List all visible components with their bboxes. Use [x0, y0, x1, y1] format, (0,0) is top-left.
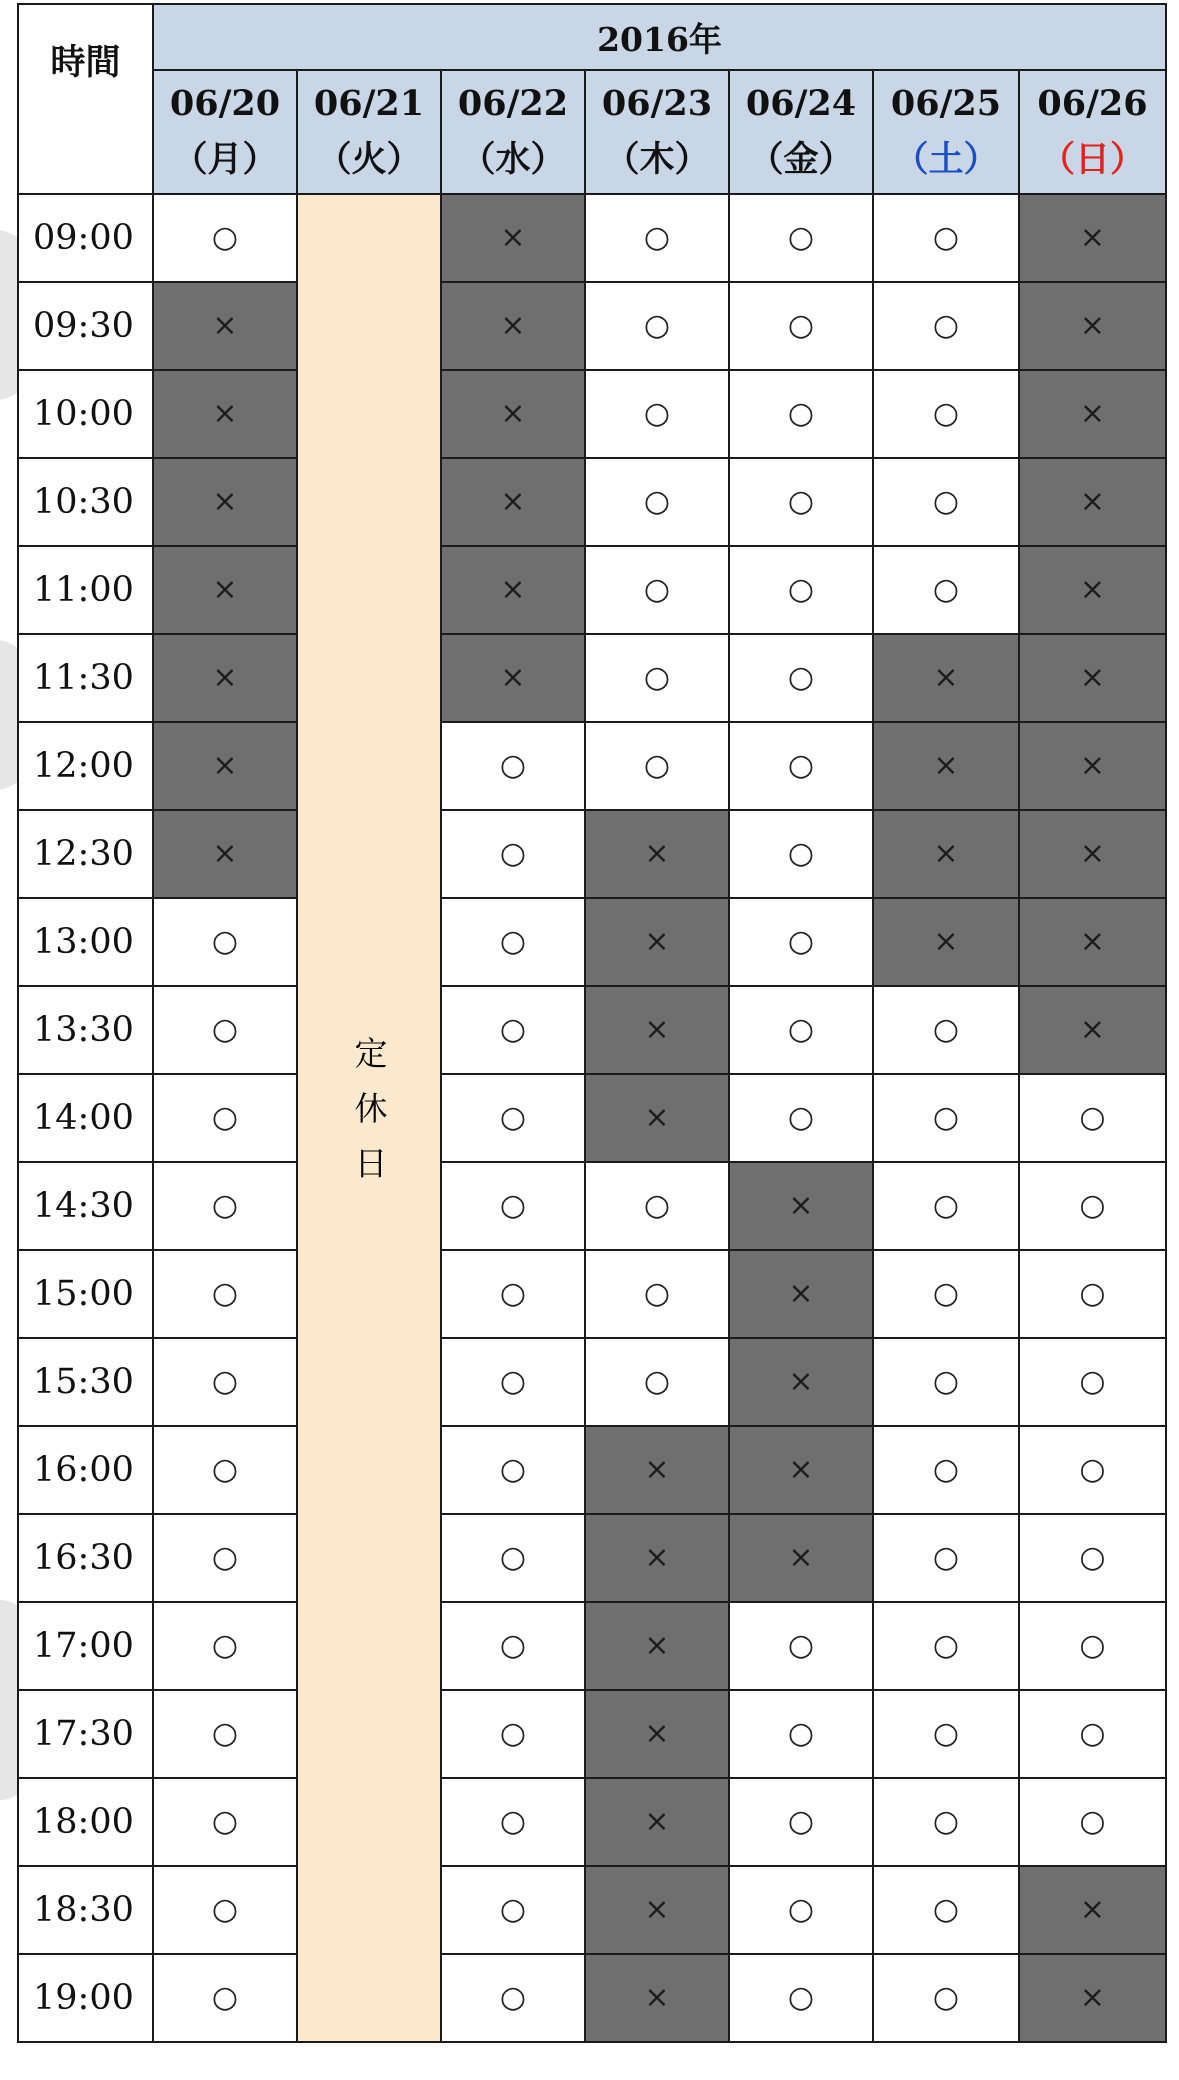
slot-unavailable: ×	[1019, 282, 1166, 370]
table-row	[18, 986, 1166, 1074]
slot-unavailable: ×	[585, 986, 729, 1074]
slot-available[interactable]: ○	[441, 1514, 585, 1602]
table-row	[18, 634, 1166, 722]
slot-unavailable: ×	[585, 1074, 729, 1162]
slot-available[interactable]: ○	[873, 194, 1019, 282]
time-slot-label: 19:00	[18, 1954, 153, 2042]
slot-available[interactable]: ○	[441, 1162, 585, 1250]
time-slot-label: 11:30	[18, 634, 153, 722]
slot-available[interactable]: ○	[441, 1954, 585, 2042]
slot-available[interactable]: ○	[873, 1514, 1019, 1602]
slot-unavailable: ×	[585, 810, 729, 898]
table-row	[18, 1074, 1166, 1162]
slot-unavailable: ×	[153, 810, 297, 898]
slot-available[interactable]: ○	[441, 1602, 585, 1690]
date-header-06-26	[1019, 70, 1166, 194]
slot-unavailable: ×	[585, 1954, 729, 2042]
slot-available[interactable]: ○	[729, 1690, 873, 1778]
slot-available[interactable]: ○	[1019, 1338, 1166, 1426]
time-column-header: 時間	[18, 4, 153, 194]
slot-unavailable: ×	[1019, 194, 1166, 282]
slot-available[interactable]: ○	[729, 1074, 873, 1162]
slot-available[interactable]: ○	[729, 370, 873, 458]
date-label: 06/20	[169, 83, 281, 124]
date-label: 06/21	[313, 83, 425, 124]
date-header-06-25	[873, 70, 1019, 194]
weekday-label: （水）	[460, 139, 566, 180]
slot-available[interactable]: ○	[585, 546, 729, 634]
slot-available[interactable]: ○	[441, 1690, 585, 1778]
slot-available[interactable]: ○	[873, 282, 1019, 370]
slot-available[interactable]: ○	[585, 634, 729, 722]
slot-unavailable: ×	[729, 1426, 873, 1514]
time-slot-label: 10:00	[18, 370, 153, 458]
slot-unavailable: ×	[585, 1514, 729, 1602]
slot-available[interactable]: ○	[585, 1162, 729, 1250]
slot-available[interactable]: ○	[873, 1250, 1019, 1338]
time-slot-label: 09:00	[18, 194, 153, 282]
weekday-label: （火）	[316, 139, 422, 180]
slot-unavailable: ×	[873, 898, 1019, 986]
year-header: 2016年	[153, 4, 1166, 70]
time-slot-label: 10:30	[18, 458, 153, 546]
slot-unavailable: ×	[441, 370, 585, 458]
slot-available[interactable]: ○	[1019, 1602, 1166, 1690]
slot-available[interactable]: ○	[873, 1690, 1019, 1778]
table-row	[18, 722, 1166, 810]
date-header-06-20	[153, 70, 297, 194]
slot-available[interactable]: ○	[1019, 1250, 1166, 1338]
table-header	[18, 4, 1166, 194]
weekday-label: （木）	[604, 139, 710, 180]
slot-available[interactable]: ○	[153, 1690, 297, 1778]
date-header-06-24	[729, 70, 873, 194]
slot-unavailable: ×	[585, 898, 729, 986]
table-body	[18, 194, 1166, 2042]
slot-unavailable: ×	[1019, 1954, 1166, 2042]
slot-unavailable: ×	[585, 1426, 729, 1514]
slot-available[interactable]: ○	[873, 1954, 1019, 2042]
slot-available[interactable]: ○	[729, 1866, 873, 1954]
slot-available[interactable]: ○	[873, 458, 1019, 546]
slot-available[interactable]: ○	[873, 370, 1019, 458]
time-slot-label: 11:00	[18, 546, 153, 634]
table-row	[18, 1250, 1166, 1338]
slot-unavailable: ×	[585, 1690, 729, 1778]
slot-available[interactable]: ○	[153, 1074, 297, 1162]
table-row	[18, 1690, 1166, 1778]
table-row	[18, 1866, 1166, 1954]
date-label: 06/22	[457, 83, 569, 124]
slot-unavailable: ×	[729, 1514, 873, 1602]
slot-available[interactable]: ○	[441, 810, 585, 898]
slot-unavailable: ×	[729, 1338, 873, 1426]
date-label: 06/24	[745, 83, 857, 124]
slot-available[interactable]: ○	[441, 1338, 585, 1426]
slot-unavailable: ×	[585, 1866, 729, 1954]
slot-available[interactable]: ○	[873, 1778, 1019, 1866]
slot-available[interactable]: ○	[729, 282, 873, 370]
time-slot-label: 12:00	[18, 722, 153, 810]
time-slot-label: 13:00	[18, 898, 153, 986]
table-row	[18, 1338, 1166, 1426]
slot-available[interactable]: ○	[441, 986, 585, 1074]
slot-unavailable: ×	[729, 1250, 873, 1338]
slot-available[interactable]: ○	[153, 898, 297, 986]
slot-available[interactable]: ○	[441, 1074, 585, 1162]
table-row	[18, 1602, 1166, 1690]
slot-available[interactable]: ○	[153, 1778, 297, 1866]
time-slot-label: 09:30	[18, 282, 153, 370]
slot-available[interactable]: ○	[729, 546, 873, 634]
slot-available[interactable]: ○	[729, 986, 873, 1074]
slot-available[interactable]: ○	[729, 810, 873, 898]
slot-available[interactable]: ○	[729, 1602, 873, 1690]
slot-available[interactable]: ○	[153, 1338, 297, 1426]
slot-available[interactable]: ○	[153, 1162, 297, 1250]
slot-available[interactable]: ○	[729, 634, 873, 722]
slot-available[interactable]: ○	[585, 1338, 729, 1426]
time-slot-label: 14:30	[18, 1162, 153, 1250]
slot-available[interactable]: ○	[729, 1778, 873, 1866]
slot-unavailable: ×	[873, 634, 1019, 722]
slot-unavailable: ×	[153, 546, 297, 634]
weekday-label: （土）	[893, 139, 999, 180]
date-label: 06/26	[1037, 83, 1148, 124]
time-slot-label: 18:30	[18, 1866, 153, 1954]
time-slot-label: 12:30	[18, 810, 153, 898]
slot-available[interactable]: ○	[729, 458, 873, 546]
slot-unavailable: ×	[1019, 722, 1166, 810]
time-slot-label: 15:30	[18, 1338, 153, 1426]
slot-available[interactable]: ○	[873, 1074, 1019, 1162]
slot-unavailable: ×	[585, 1778, 729, 1866]
time-slot-label: 17:00	[18, 1602, 153, 1690]
slot-available[interactable]: ○	[441, 1426, 585, 1514]
slot-available[interactable]: ○	[585, 458, 729, 546]
slot-available[interactable]: ○	[873, 1426, 1019, 1514]
slot-available[interactable]: ○	[1019, 1514, 1166, 1602]
slot-unavailable: ×	[1019, 634, 1166, 722]
slot-unavailable: ×	[585, 1602, 729, 1690]
slot-unavailable: ×	[441, 458, 585, 546]
slot-unavailable: ×	[441, 282, 585, 370]
slot-unavailable: ×	[153, 370, 297, 458]
slot-available[interactable]: ○	[873, 1866, 1019, 1954]
slot-available[interactable]: ○	[585, 722, 729, 810]
slot-available[interactable]: ○	[873, 986, 1019, 1074]
table-row	[18, 194, 1166, 282]
slot-available[interactable]: ○	[1019, 1778, 1166, 1866]
time-slot-label: 15:00	[18, 1250, 153, 1338]
table-row	[18, 1514, 1166, 1602]
slot-unavailable: ×	[729, 1162, 873, 1250]
slot-unavailable: ×	[1019, 370, 1166, 458]
slot-unavailable: ×	[153, 282, 297, 370]
slot-unavailable: ×	[153, 722, 297, 810]
slot-unavailable: ×	[1019, 546, 1166, 634]
slot-available[interactable]: ○	[153, 194, 297, 282]
slot-available[interactable]: ○	[441, 1778, 585, 1866]
time-slot-label: 17:30	[18, 1690, 153, 1778]
date-header-06-21	[297, 70, 441, 194]
table-row	[18, 458, 1166, 546]
slot-available[interactable]: ○	[585, 282, 729, 370]
slot-available[interactable]: ○	[441, 898, 585, 986]
time-slot-label: 16:00	[18, 1426, 153, 1514]
slot-available[interactable]: ○	[585, 1250, 729, 1338]
weekday-label: （金）	[748, 139, 854, 180]
slot-available[interactable]: ○	[153, 986, 297, 1074]
slot-available[interactable]: ○	[153, 1602, 297, 1690]
slot-available[interactable]: ○	[441, 1866, 585, 1954]
table-row	[18, 1954, 1166, 2042]
table-row	[18, 1426, 1166, 1514]
slot-unavailable: ×	[1019, 1866, 1166, 1954]
slot-available[interactable]: ○	[153, 1514, 297, 1602]
slot-unavailable: ×	[873, 810, 1019, 898]
slot-unavailable: ×	[1019, 898, 1166, 986]
closed-day-column	[297, 194, 441, 2042]
slot-available[interactable]: ○	[729, 898, 873, 986]
slot-available[interactable]: ○	[873, 1338, 1019, 1426]
slot-unavailable: ×	[873, 722, 1019, 810]
date-label: 06/23	[601, 83, 713, 124]
slot-available[interactable]: ○	[729, 194, 873, 282]
table-row	[18, 810, 1166, 898]
time-slot-label: 18:00	[18, 1778, 153, 1866]
table-row	[18, 546, 1166, 634]
slot-available[interactable]: ○	[1019, 1690, 1166, 1778]
slot-unavailable: ×	[153, 458, 297, 546]
date-label: 06/25	[890, 83, 1002, 124]
slot-available[interactable]: ○	[441, 722, 585, 810]
time-slot-label: 16:30	[18, 1514, 153, 1602]
slot-available[interactable]: ○	[153, 1250, 297, 1338]
table-row	[18, 1162, 1166, 1250]
slot-unavailable: ×	[441, 194, 585, 282]
slot-unavailable: ×	[153, 634, 297, 722]
slot-available[interactable]: ○	[873, 1162, 1019, 1250]
table-row	[18, 1778, 1166, 1866]
slot-unavailable: ×	[1019, 458, 1166, 546]
slot-available[interactable]: ○	[873, 1602, 1019, 1690]
time-slot-label: 14:00	[18, 1074, 153, 1162]
slot-available[interactable]: ○	[585, 194, 729, 282]
slot-unavailable: ×	[441, 546, 585, 634]
slot-unavailable: ×	[441, 634, 585, 722]
closed-day-label: 定休日	[349, 1035, 389, 1201]
table-row	[18, 370, 1166, 458]
slot-available[interactable]: ○	[441, 1250, 585, 1338]
slot-unavailable: ×	[1019, 986, 1166, 1074]
weekday-label: （月）	[172, 139, 278, 180]
slot-available[interactable]: ○	[1019, 1074, 1166, 1162]
slot-unavailable: ×	[1019, 810, 1166, 898]
availability-table	[17, 3, 1167, 2043]
slot-available[interactable]: ○	[153, 1866, 297, 1954]
slot-available[interactable]: ○	[1019, 1162, 1166, 1250]
slot-available[interactable]: ○	[1019, 1426, 1166, 1514]
slot-available[interactable]: ○	[153, 1954, 297, 2042]
slot-available[interactable]: ○	[585, 370, 729, 458]
date-header-06-23	[585, 70, 729, 194]
slot-available[interactable]: ○	[153, 1426, 297, 1514]
weekday-label: （日）	[1039, 139, 1145, 180]
slot-available[interactable]: ○	[729, 1954, 873, 2042]
table-row	[18, 898, 1166, 986]
table-row	[18, 282, 1166, 370]
time-slot-label: 13:30	[18, 986, 153, 1074]
slot-available[interactable]: ○	[729, 722, 873, 810]
slot-available[interactable]: ○	[873, 546, 1019, 634]
date-header-06-22	[441, 70, 585, 194]
